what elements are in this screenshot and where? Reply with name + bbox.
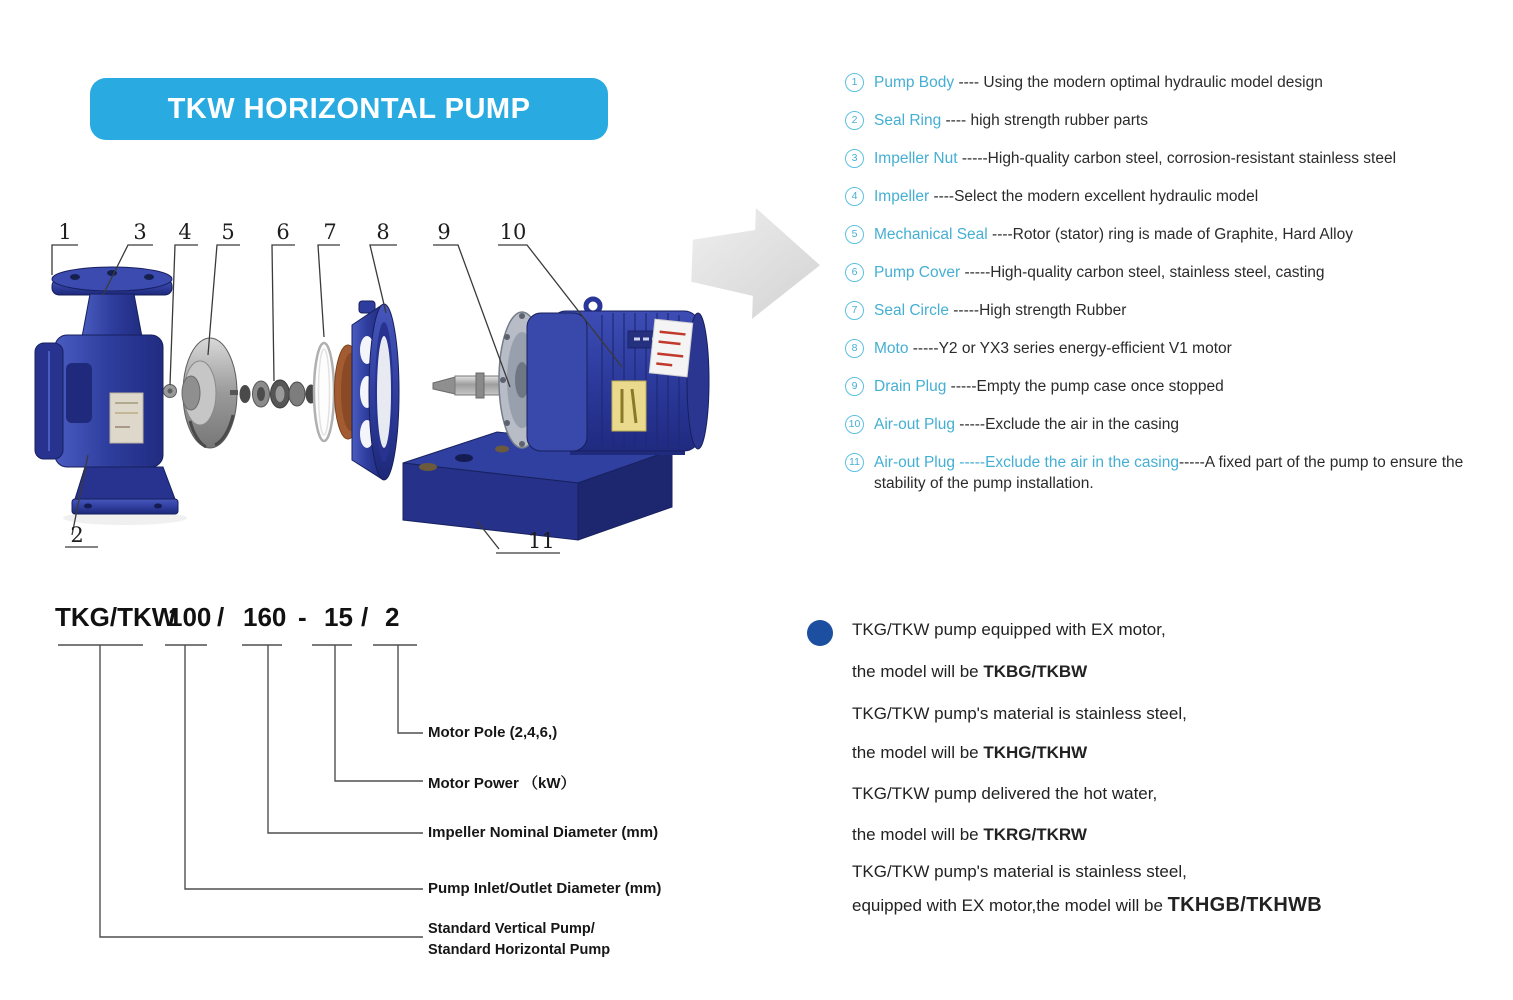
note-text: TKG/TKW pump's material is stainless steel,: [852, 862, 1187, 881]
callout-9: 9: [437, 220, 451, 244]
part-description: [874, 300, 1493, 321]
code-segment-inlet: 100: [168, 602, 212, 632]
mechanical-seal: [230, 380, 317, 408]
note-text: TKG/TKW pump's material is stainless steel,: [852, 704, 1187, 723]
impeller: [182, 338, 237, 448]
part-row-2: [845, 110, 1493, 131]
part-number-badge: 4: [845, 187, 864, 206]
note-line: [852, 784, 1462, 804]
code-separator-slash: /: [217, 602, 225, 632]
part-name: Mechanical Seal: [874, 226, 988, 243]
note-model-name: TKRG/TKRW: [983, 825, 1087, 844]
part-detail: ---- high strength rubber parts: [941, 112, 1148, 129]
part-name: Pump Cover: [874, 264, 961, 281]
part-row-8: [845, 338, 1493, 359]
pump-cover: [335, 301, 400, 480]
pump-body: [35, 267, 178, 514]
part-description: [874, 110, 1493, 131]
note-text: the model will be: [852, 743, 984, 762]
part-name: Pump Body: [874, 74, 955, 91]
code-segment-impeller: 160: [243, 602, 287, 632]
part-detail: -----High-quality carbon steel, corrosion-resistant stainless steel: [957, 150, 1397, 167]
note-line: [852, 620, 1462, 640]
part-name: Impeller Nut: [874, 150, 958, 167]
note-line: [852, 825, 1462, 845]
note-text: the model will be: [852, 825, 984, 844]
impeller-nut: [164, 385, 177, 398]
callout-11: 11: [528, 529, 555, 553]
code-separator-dash: -: [298, 602, 307, 632]
callout-1: 1: [58, 220, 72, 244]
note-text: TKG/TKW pump equipped with EX motor,: [852, 620, 1166, 639]
part-number-badge: 3: [845, 149, 864, 168]
part-description: [874, 224, 1493, 245]
part-number-badge: 2: [845, 111, 864, 130]
part-row-1: [845, 72, 1493, 93]
part-detail: -----Exclude the air in the casing: [954, 416, 1179, 433]
part-number-badge: 8: [845, 339, 864, 358]
note-model-name: TKHG/TKHW: [983, 743, 1088, 762]
part-detail: ----Select the modern excellent hydraulic model: [929, 188, 1259, 205]
callout-6: 6: [276, 220, 290, 244]
part-number-badge: 1: [845, 73, 864, 92]
note-line: [852, 704, 1462, 724]
part-row-4: [845, 186, 1493, 207]
callout-5: 5: [221, 220, 235, 244]
bullet-dot: [807, 620, 833, 646]
note-line: [852, 895, 1462, 916]
part-detail: ----Rotor (stator) ring is made of Graphite, Hard Alloy: [987, 226, 1353, 243]
page-title: TKW HORIZONTAL PUMP: [167, 92, 531, 125]
title-banner: [90, 78, 608, 140]
part-detail: -----High-quality carbon steel, stainless steel, casting: [960, 264, 1325, 281]
part-description: [874, 186, 1493, 207]
part-number-badge: 10: [845, 415, 864, 434]
part-name: Moto: [874, 340, 909, 357]
code-segment-series: TKG/TKW: [55, 602, 177, 632]
parts-list: [845, 72, 1493, 511]
code-label-motor-power: Motor Power （kW）: [428, 775, 576, 792]
part-name: Air-out Plug: [874, 416, 955, 433]
code-segment-power: 15: [324, 602, 353, 632]
code-label-standard-line1: Standard Vertical Pump/: [428, 921, 595, 937]
note-line: [852, 743, 1462, 763]
part-name: Impeller: [874, 188, 930, 205]
part-description: [874, 72, 1493, 93]
transition-arrow: [688, 200, 828, 340]
note-line: [852, 862, 1462, 882]
part-row-6: [845, 262, 1493, 283]
note-text: TKG/TKW pump delivered the hot water,: [852, 784, 1158, 803]
model-variant-notes: [852, 620, 1462, 916]
part-row-3: [845, 148, 1493, 169]
code-label-motor-pole: Motor Pole (2,4,6,): [428, 724, 558, 741]
part-number-badge: 11: [845, 453, 864, 472]
part-row-5: [845, 224, 1493, 245]
part-row-10: [845, 414, 1493, 435]
code-label-impeller-diameter: Impeller Nominal Diameter (mm): [428, 824, 659, 841]
part-name: Drain Plug: [874, 378, 947, 395]
callout-10: 10: [499, 220, 527, 244]
motor-body: [527, 299, 709, 455]
part-detail: -----A fixed part of the pump to ensure the stability of the pump installation.: [874, 454, 1464, 492]
part-name: Air-out Plug -----Exclude the air in the casing: [874, 454, 1179, 471]
part-detail: ---- Using the modern optimal hydraulic model design: [954, 74, 1323, 91]
part-description: [874, 452, 1493, 494]
part-name: Seal Circle: [874, 302, 949, 319]
callout-3: 3: [133, 220, 147, 244]
part-name: Seal Ring: [874, 112, 942, 129]
seal-circle: [314, 343, 334, 441]
part-row-7: [845, 300, 1493, 321]
exploded-pump-diagram: [30, 215, 770, 580]
note-line: [852, 662, 1462, 682]
note-text: equipped with EX motor,the model will be: [852, 896, 1168, 915]
note-model-name: TKBG/TKBW: [983, 662, 1088, 681]
right-arrow-icon: [690, 206, 822, 321]
code-separator-slash2: /: [361, 602, 369, 632]
callout-7: 7: [323, 220, 337, 244]
callout-2: 2: [70, 523, 84, 547]
part-description: [874, 376, 1493, 397]
part-description: [874, 338, 1493, 359]
part-number-badge: 9: [845, 377, 864, 396]
part-detail: -----High strength Rubber: [948, 302, 1127, 319]
note-model-name: TKHGB/TKHWB: [1167, 894, 1323, 916]
part-description: [874, 262, 1493, 283]
part-number-badge: 5: [845, 225, 864, 244]
part-number-badge: 7: [845, 301, 864, 320]
part-row-11: [845, 452, 1493, 494]
part-detail: -----Empty the pump case once stopped: [946, 378, 1224, 395]
callout-8: 8: [376, 220, 390, 244]
part-row-9: [845, 376, 1493, 397]
part-number-badge: 6: [845, 263, 864, 282]
code-tree-lines: [30, 640, 780, 980]
note-text: the model will be: [852, 662, 984, 681]
code-label-standard-pump: [428, 919, 610, 961]
part-description: [874, 414, 1493, 435]
callout-4: 4: [178, 220, 192, 244]
code-label-standard-line2: Standard Horizontal Pump: [428, 942, 611, 958]
code-label-inlet-outlet: Pump Inlet/Outlet Diameter (mm): [428, 880, 662, 897]
code-segment-pole: 2: [385, 602, 400, 632]
part-description: [874, 148, 1493, 169]
part-detail: -----Y2 or YX3 series energy-efficient V1 motor: [908, 340, 1232, 357]
